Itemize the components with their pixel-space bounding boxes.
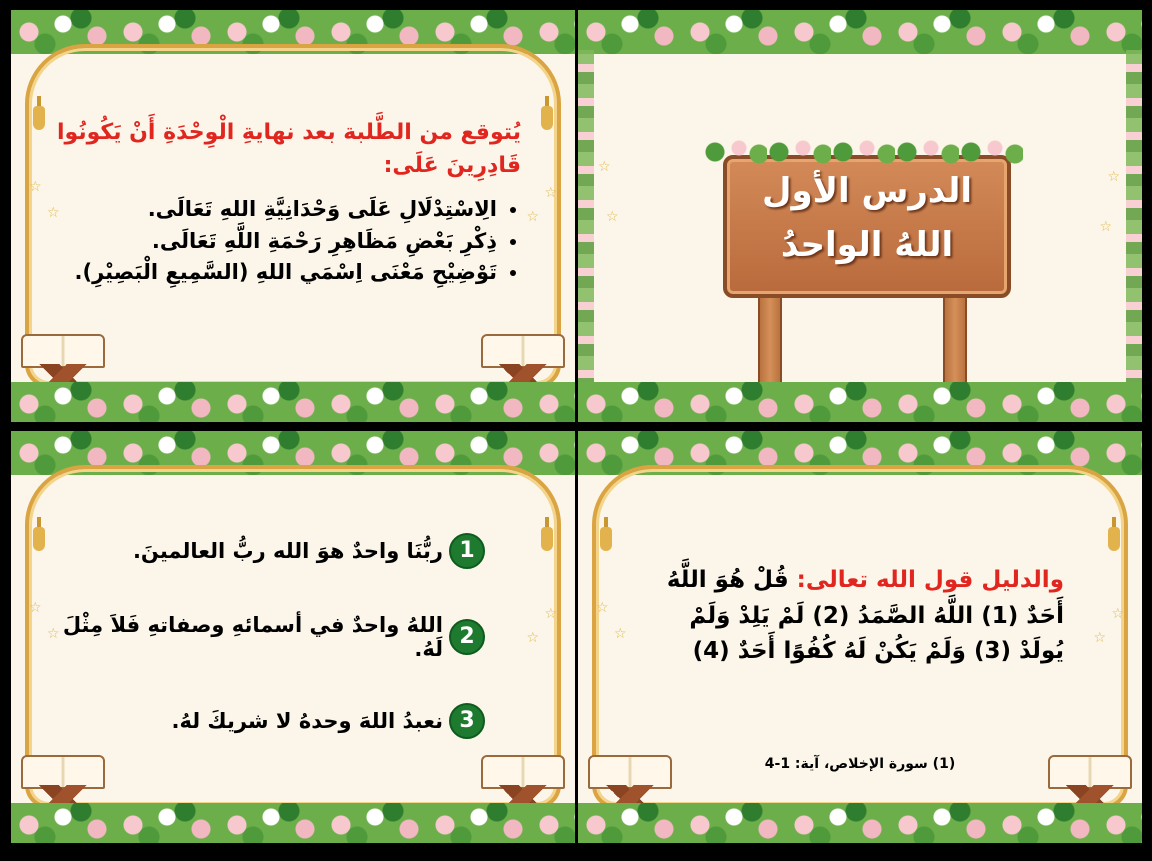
star-icon: ☆ bbox=[526, 630, 539, 646]
lantern-icon bbox=[33, 527, 45, 551]
evidence-text bbox=[644, 563, 1064, 670]
flower-garland-icon bbox=[11, 803, 575, 843]
points-slide[interactable] bbox=[11, 431, 575, 843]
point-item bbox=[55, 703, 485, 739]
objectives-slide[interactable] bbox=[11, 10, 575, 422]
evidence-label: والدليل قول الله تعالى: bbox=[796, 567, 1064, 593]
star-icon: ☆ bbox=[1099, 219, 1112, 235]
point-item bbox=[55, 613, 485, 661]
point-text: اللهُ واحدٌ في أسمائهِ وصفاتهِ فَلاَ مِثْلَ لَهُ. bbox=[62, 613, 443, 661]
star-icon: ☆ bbox=[526, 209, 539, 225]
star-icon: ☆ bbox=[1093, 630, 1106, 646]
star-icon: ☆ bbox=[606, 209, 619, 225]
lantern-icon bbox=[1108, 527, 1120, 551]
star-icon: ☆ bbox=[47, 626, 60, 642]
star-icon: ☆ bbox=[544, 185, 557, 201]
lantern-icon bbox=[600, 527, 612, 551]
star-icon: ☆ bbox=[614, 626, 627, 642]
lesson-number-title: الدرس الأول bbox=[762, 171, 972, 211]
objectives-list bbox=[27, 194, 521, 289]
flower-garland-icon bbox=[578, 10, 1142, 54]
objective-item: • تَوْضِيْحِ مَعْنَى اِسْمَي اللهِ (السَّمِيعِ الْبَصِيْرِ). bbox=[27, 257, 497, 289]
star-icon: ☆ bbox=[29, 600, 42, 616]
star-icon: ☆ bbox=[1107, 169, 1120, 185]
objective-item: • ذِكْرِ بَعْضِ مَظَاهِرِ رَحْمَةِ اللَّهِ تَعَالَى. bbox=[27, 226, 497, 258]
point-text: نعبدُ اللهَ وحدهُ لا شريكَ لهُ. bbox=[171, 709, 443, 733]
point-item bbox=[55, 533, 485, 569]
quran-verse: قُلْ هُوَ اللَّهُ أَحَدٌ (1) اللَّهُ الصَّمَدُ (2) لَمْ يَلِدْ وَلَمْ يُولَدْ (3) وَلَمْ يَكُنْ لَهُ كُفُوًا أَحَدٌ (4) bbox=[666, 567, 1064, 665]
flower-garland-icon bbox=[578, 803, 1142, 843]
star-icon: ☆ bbox=[544, 606, 557, 622]
evidence-slide[interactable] bbox=[578, 431, 1142, 843]
star-icon: ☆ bbox=[1111, 606, 1124, 622]
star-icon: ☆ bbox=[47, 205, 60, 221]
lantern-icon bbox=[33, 106, 45, 130]
objectives-heading: يُتوقع من الطَّلبة بعد نهايةِ الْوِحْدَةِ أَنْ يَكُونُوا قَادِرِينَ عَلَى: bbox=[57, 120, 521, 178]
flower-garland-icon bbox=[578, 382, 1142, 422]
lesson-name-title: اللهُ الواحدُ bbox=[780, 225, 954, 265]
flower-garland-icon bbox=[1126, 50, 1142, 382]
lantern-icon bbox=[541, 106, 553, 130]
title-slide[interactable] bbox=[578, 10, 1142, 422]
star-icon: ☆ bbox=[596, 600, 609, 616]
star-icon: ☆ bbox=[29, 179, 42, 195]
flower-garland-icon bbox=[703, 138, 1023, 164]
point-text: ربُّنَا واحدٌ هوَ الله ربُّ العالمينَ. bbox=[132, 539, 443, 563]
point-number-badge: 3 bbox=[449, 703, 485, 739]
flower-garland-icon bbox=[11, 382, 575, 422]
star-icon: ☆ bbox=[598, 159, 611, 175]
point-number-badge: 1 bbox=[449, 533, 485, 569]
objective-item: • الِاسْتِدْلَالِ عَلَى وَحْدَانِيَّةِ اللهِ تَعَالَى. bbox=[27, 194, 497, 226]
verse-reference: (1) سورة الإخلاص، آية: 1-4 bbox=[764, 756, 956, 772]
point-number-badge: 2 bbox=[449, 619, 485, 655]
lantern-icon bbox=[541, 527, 553, 551]
title-sign-board bbox=[723, 155, 1011, 298]
flower-garland-icon bbox=[578, 50, 594, 382]
